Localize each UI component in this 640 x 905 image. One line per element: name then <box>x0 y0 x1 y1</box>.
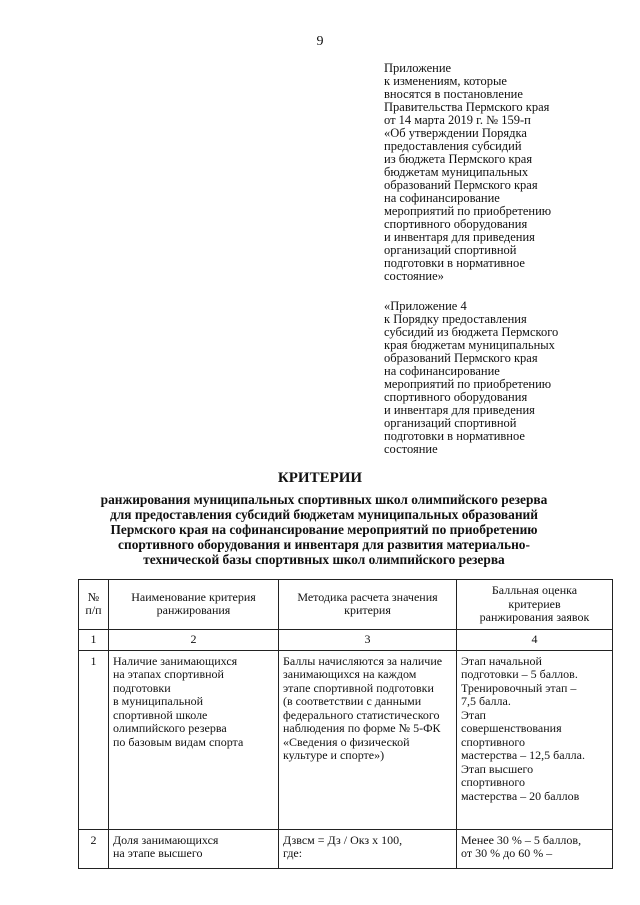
header-cell-num <box>79 580 109 630</box>
header-line: Наименование критерия <box>131 589 256 604</box>
cell-line: олимпийского резерва <box>113 721 227 735</box>
subtitle-line: спортивного оборудования и инвентаря для развития материально- <box>118 537 530 552</box>
table-row <box>79 829 613 868</box>
cell-line: по базовым видам спорта <box>113 734 244 749</box>
cell-line: подготовки – 5 баллов. <box>461 667 578 681</box>
header-line: п/п <box>85 603 102 618</box>
cell-line: Дзвсм = Дз / Окз х 100, <box>283 832 403 847</box>
cell-line: мастерства – 20 баллов <box>461 788 580 803</box>
document-title: КРИТЕРИИ <box>277 470 363 486</box>
subtitle-line: для предоставления субсидий бюджетам муниципальных образований <box>110 507 538 522</box>
criterion-method <box>279 650 457 829</box>
appendix-line: к Порядку предоставления <box>384 312 527 326</box>
cell-line: совершенствования <box>461 721 562 735</box>
column-number: 4 <box>457 629 613 650</box>
appendix-line: образований Пермского края <box>384 178 538 192</box>
appendix-line: и инвентаря для приведения <box>384 403 535 417</box>
header-cell-name <box>109 580 279 630</box>
appendix-line: к изменениям, которые <box>384 74 507 88</box>
appendix-line: из бюджета Пермского края <box>384 152 533 166</box>
appendix-line: бюджетам муниципальных <box>384 165 529 179</box>
cell-line: наблюдения по форме № 5-ФК <box>283 721 441 735</box>
appendix-line: на софинансирование <box>384 364 500 378</box>
cell-line: спортивного <box>461 734 525 749</box>
criterion-score <box>457 650 613 829</box>
criterion-name <box>109 650 279 829</box>
appendix-line: спортивного оборудования <box>384 390 528 404</box>
cell-line: Тренировочный этап – <box>461 680 577 695</box>
table-header-row <box>79 580 613 630</box>
appendix-line: предоставления субсидий <box>384 139 522 153</box>
appendix-line: спортивного оборудования <box>384 217 528 231</box>
appendix-line: от 14 марта 2019 г. № 159-п <box>384 113 531 127</box>
criterion-method <box>279 829 457 868</box>
appendix-line: состояние <box>384 442 438 456</box>
cell-line: спортивной школе <box>113 707 208 722</box>
appendix-line: подготовки в нормативное <box>384 256 525 270</box>
appendix-line: Приложение <box>384 61 452 75</box>
appendix-note-changes <box>384 62 614 283</box>
cell-line: в муниципальной <box>113 694 204 708</box>
subtitle-line: Пермского края на софинансирование мероприятий по приобретению <box>110 522 538 537</box>
cell-line: Менее 30 % – 5 баллов, <box>461 832 582 847</box>
subtitle-line: ранжирования муниципальных спортивных школ олимпийского резерва <box>100 492 548 507</box>
appendix-note-4 <box>384 300 614 456</box>
header-line: № <box>87 589 100 604</box>
appendix-line: на софинансирование <box>384 191 500 205</box>
appendix-line: подготовки в нормативное <box>384 429 525 443</box>
cell-line: Этап высшего <box>461 761 534 776</box>
cell-line: федерального статистического <box>283 707 440 722</box>
appendix-line: края бюджетам муниципальных <box>384 338 555 352</box>
row-number: 2 <box>79 829 109 868</box>
cell-line: на этапах спортивной <box>113 667 224 681</box>
criterion-name <box>109 829 279 868</box>
appendix-line: организаций спортивной <box>384 416 517 430</box>
cell-line: (в соответствии с данными <box>283 694 422 708</box>
cell-line: на этапе высшего <box>113 846 203 860</box>
page-number: 9 <box>316 34 324 49</box>
cell-line: Баллы начисляются за наличие <box>283 653 443 668</box>
criteria-table <box>78 579 613 869</box>
column-number-row <box>79 629 613 650</box>
header-line: критериев <box>508 596 561 611</box>
appendix-line: организаций спортивной <box>384 243 517 257</box>
header-line: ранжирования <box>156 603 231 618</box>
appendix-line: и инвентаря для приведения <box>384 230 535 244</box>
appendix-line: состояние» <box>384 269 444 283</box>
criterion-score <box>457 829 613 868</box>
header-line: критерия <box>344 603 391 618</box>
cell-line: где: <box>283 846 303 860</box>
cell-line: от 30 % до 60 % – <box>461 846 553 860</box>
column-number: 1 <box>79 629 109 650</box>
header-line: ранжирования заявок <box>479 610 590 624</box>
appendix-line: Правительства Пермского края <box>384 100 550 114</box>
cell-line: занимающихся на каждом <box>283 667 417 681</box>
appendix-line: образований Пермского края <box>384 351 538 365</box>
cell-line: Этап <box>461 707 486 722</box>
cell-line: спортивного <box>461 775 525 789</box>
cell-line: Доля занимающихся <box>113 832 219 847</box>
cell-line: подготовки <box>113 680 171 695</box>
cell-line: мастерства – 12,5 балла. <box>461 748 585 762</box>
header-cell-score <box>457 580 613 630</box>
subtitle-line: технической базы спортивных школ олимпийского резерва <box>143 552 505 567</box>
cell-line: культуре и спорте») <box>283 748 385 762</box>
header-line: Методика расчета значения <box>297 589 438 604</box>
document-subtitle <box>74 492 574 567</box>
appendix-line: вносятся в постановление <box>384 87 523 101</box>
cell-line: «Сведения о физической <box>283 734 410 749</box>
cell-line: Наличие занимающихся <box>113 653 238 668</box>
header-line: Балльная оценка <box>491 583 578 597</box>
appendix-line: «Об утверждении Порядка <box>384 126 527 140</box>
cell-line: Этап начальной <box>461 653 542 668</box>
row-number: 1 <box>79 650 109 829</box>
column-number: 3 <box>279 629 457 650</box>
appendix-line: мероприятий по приобретению <box>384 204 552 218</box>
column-number: 2 <box>109 629 279 650</box>
cell-line: 7,5 балла. <box>461 694 511 708</box>
cell-line: этапе спортивной подготовки <box>283 680 434 695</box>
table-row <box>79 650 613 829</box>
appendix-line: «Приложение 4 <box>384 299 467 313</box>
appendix-line: субсидий из бюджета Пермского <box>384 325 559 339</box>
appendix-line: мероприятий по приобретению <box>384 377 552 391</box>
header-cell-method <box>279 580 457 630</box>
